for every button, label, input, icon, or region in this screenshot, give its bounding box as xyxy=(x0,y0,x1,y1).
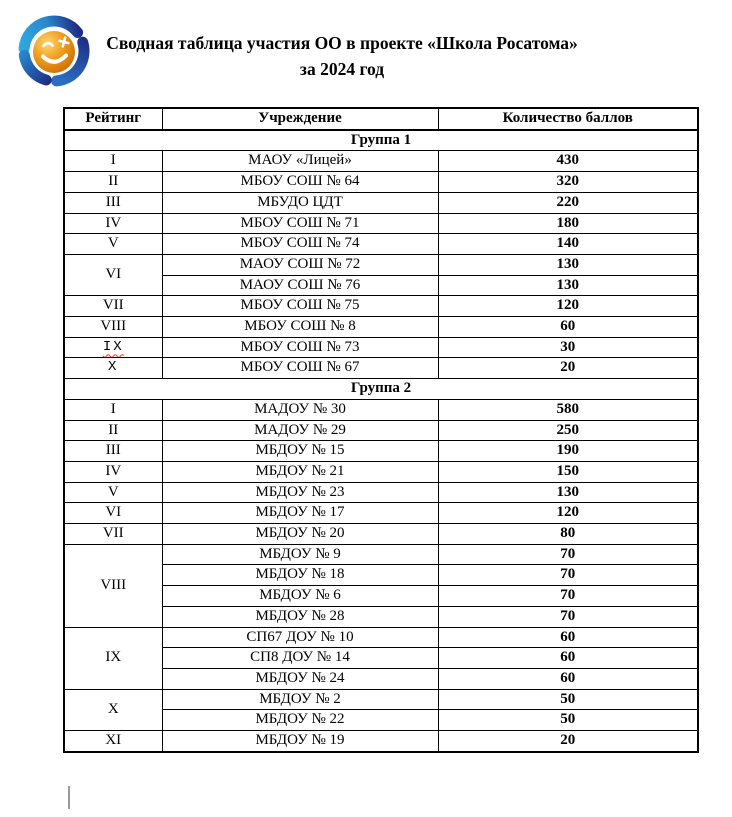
rank-cell: I xyxy=(64,151,162,172)
score-cell: 80 xyxy=(438,524,698,545)
table-row xyxy=(64,524,698,545)
table-row xyxy=(64,254,698,275)
table-row xyxy=(64,337,698,358)
group-header-row xyxy=(64,130,698,151)
institution-cell: МБОУ СОШ № 8 xyxy=(162,317,438,338)
institution-cell: МБОУ СОШ № 73 xyxy=(162,337,438,358)
score-cell: 130 xyxy=(438,275,698,296)
institution-cell: МАОУ СОШ № 72 xyxy=(162,254,438,275)
rank-cell: II xyxy=(64,172,162,193)
institution-cell: МАОУ «Лицей» xyxy=(162,151,438,172)
institution-cell: МБДОУ № 2 xyxy=(162,689,438,710)
document-title xyxy=(0,30,684,82)
rank-cell xyxy=(64,337,162,358)
score-cell: 70 xyxy=(438,565,698,586)
table-header-row xyxy=(64,108,698,130)
rank-cell: VI xyxy=(64,254,162,295)
rank-cell: VII xyxy=(64,296,162,317)
score-cell: 120 xyxy=(438,503,698,524)
institution-cell: МБОУ СОШ № 74 xyxy=(162,234,438,255)
rank-cell: III xyxy=(64,192,162,213)
rank-cell: III xyxy=(64,441,162,462)
score-cell: 30 xyxy=(438,337,698,358)
header-score: Количество баллов xyxy=(438,108,698,130)
rank-cell: VI xyxy=(64,503,162,524)
institution-cell: МБДОУ № 6 xyxy=(162,586,438,607)
score-cell: 250 xyxy=(438,420,698,441)
institution-cell: МБДОУ № 15 xyxy=(162,441,438,462)
score-cell: 50 xyxy=(438,710,698,731)
institution-cell: МБОУ СОШ № 64 xyxy=(162,172,438,193)
rank-cell: I xyxy=(64,399,162,420)
score-cell: 430 xyxy=(438,151,698,172)
score-cell: 60 xyxy=(438,317,698,338)
table-row xyxy=(64,544,698,565)
table-row xyxy=(64,503,698,524)
rank-cell: V xyxy=(64,234,162,255)
rank-cell: X xyxy=(64,689,162,730)
score-cell: 180 xyxy=(438,213,698,234)
table-row xyxy=(64,627,698,648)
score-cell: 70 xyxy=(438,606,698,627)
document-title-line1: Сводная таблица участия ОО в проекте «Школа Росатома» xyxy=(106,33,578,53)
institution-cell: МБДОУ № 23 xyxy=(162,482,438,503)
institution-cell: МБДОУ № 24 xyxy=(162,668,438,689)
institution-cell: МБДОУ № 21 xyxy=(162,461,438,482)
table-row xyxy=(64,689,698,710)
score-cell: 70 xyxy=(438,586,698,607)
table-row xyxy=(64,296,698,317)
table-row xyxy=(64,482,698,503)
score-cell: 150 xyxy=(438,461,698,482)
rank-cell: VIII xyxy=(64,544,162,627)
score-cell: 20 xyxy=(438,731,698,752)
rating-table xyxy=(63,107,699,753)
institution-cell: МБОУ СОШ № 67 xyxy=(162,358,438,379)
institution-cell: МБДОУ № 18 xyxy=(162,565,438,586)
rank-cell: XI xyxy=(64,731,162,752)
table-row xyxy=(64,151,698,172)
rank-cell: IV xyxy=(64,213,162,234)
score-cell: 140 xyxy=(438,234,698,255)
institution-cell: МБУДО ЦДТ xyxy=(162,192,438,213)
rank-cell: IX xyxy=(64,627,162,689)
table-row xyxy=(64,358,698,379)
table-row xyxy=(64,731,698,752)
table-row xyxy=(64,461,698,482)
score-cell: 120 xyxy=(438,296,698,317)
score-cell: 220 xyxy=(438,192,698,213)
score-cell: 320 xyxy=(438,172,698,193)
table-row xyxy=(64,172,698,193)
document-title-line2: за 2024 год xyxy=(299,59,385,79)
header-institution: Учреждение xyxy=(162,108,438,130)
institution-cell: МБОУ СОШ № 75 xyxy=(162,296,438,317)
institution-cell: МБДОУ № 28 xyxy=(162,606,438,627)
score-cell: 580 xyxy=(438,399,698,420)
rank-cell: VIII xyxy=(64,317,162,338)
score-cell: 60 xyxy=(438,648,698,669)
table-row xyxy=(64,317,698,338)
table-body xyxy=(64,130,698,752)
rank-misspelled-text: IX xyxy=(102,338,124,355)
rank-cell: V xyxy=(64,482,162,503)
score-cell: 60 xyxy=(438,627,698,648)
table-row xyxy=(64,213,698,234)
group-label: Группа 2 xyxy=(64,379,698,400)
rank-cell: X xyxy=(64,358,162,379)
score-cell: 50 xyxy=(438,689,698,710)
institution-cell: МБДОУ № 19 xyxy=(162,731,438,752)
header-rating: Рейтинг xyxy=(64,108,162,130)
table-row xyxy=(64,192,698,213)
table-row xyxy=(64,399,698,420)
score-cell: 130 xyxy=(438,482,698,503)
score-cell: 60 xyxy=(438,668,698,689)
institution-cell: МБОУ СОШ № 71 xyxy=(162,213,438,234)
institution-cell: МАОУ СОШ № 76 xyxy=(162,275,438,296)
rank-cell: VII xyxy=(64,524,162,545)
table-row xyxy=(64,420,698,441)
rank-cell: II xyxy=(64,420,162,441)
score-cell: 20 xyxy=(438,358,698,379)
text-caret xyxy=(68,786,70,809)
score-cell: 70 xyxy=(438,544,698,565)
institution-cell: МАДОУ № 29 xyxy=(162,420,438,441)
group-header-row xyxy=(64,379,698,400)
table-row xyxy=(64,441,698,462)
score-cell: 190 xyxy=(438,441,698,462)
group-label: Группа 1 xyxy=(64,130,698,151)
institution-cell: СП8 ДОУ № 14 xyxy=(162,648,438,669)
institution-cell: МБДОУ № 17 xyxy=(162,503,438,524)
institution-cell: МБДОУ № 9 xyxy=(162,544,438,565)
institution-cell: МАДОУ № 30 xyxy=(162,399,438,420)
institution-cell: МБДОУ № 20 xyxy=(162,524,438,545)
institution-cell: МБДОУ № 22 xyxy=(162,710,438,731)
score-cell: 130 xyxy=(438,254,698,275)
institution-cell: СП67 ДОУ № 10 xyxy=(162,627,438,648)
table-row xyxy=(64,234,698,255)
rank-cell: IV xyxy=(64,461,162,482)
